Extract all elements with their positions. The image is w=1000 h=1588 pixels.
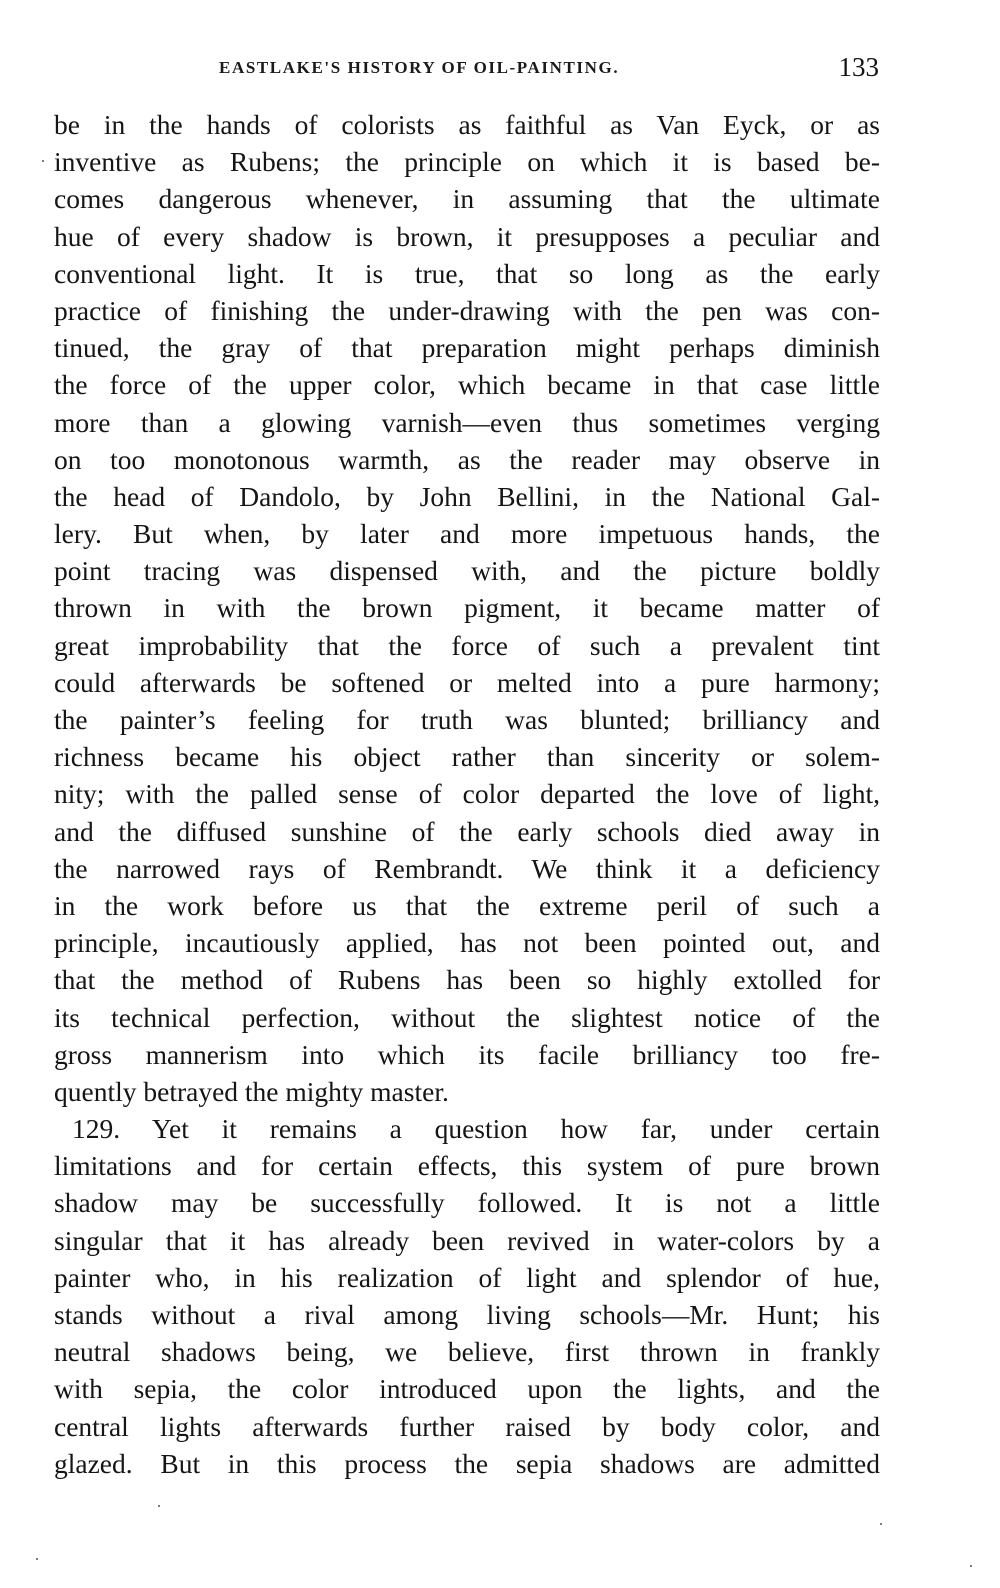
- text-line: neutral shadows being, we believe, first thrown in frankly: [54, 1336, 880, 1368]
- paragraph-129: [54, 1110, 880, 1482]
- text-line: be in the hands of colorists as faithful as Van Eyck, or as: [54, 109, 880, 140]
- text-line: practice of finishing the under-drawing with the pen was con-: [54, 294, 880, 326]
- scan-speck: [158, 1505, 160, 1507]
- text-line: the narrowed rays of Rembrandt. We think it a deficiency: [54, 852, 880, 884]
- text-line: point tracing was dispensed with, and the picture boldly: [54, 555, 880, 587]
- text-line: stands without a rival among living schools—Mr. Hunt; his: [54, 1299, 880, 1330]
- text-line: conventional light. It is true, that so long as the early: [54, 257, 880, 289]
- body-text: [54, 106, 880, 1482]
- text-line: in the work before us that the extreme peril of such a: [54, 889, 880, 921]
- text-line: inventive as Rubens; the principle on which it is based be-: [54, 146, 880, 178]
- text-line: quently betrayed the mighty master.: [54, 1075, 449, 1107]
- text-line: and the diffused sunshine of the early schools died away in: [54, 815, 880, 847]
- text-line: could afterwards be softened or melted into a pure harmony;: [54, 666, 880, 698]
- running-head: [219, 52, 879, 84]
- text-line: painter who, in his realization of light and splendor of hue,: [54, 1261, 880, 1293]
- text-line: gross mannerism into which its facile brilliancy too fre-: [54, 1038, 880, 1070]
- text-line: lery. But when, by later and more impetuous hands, the: [54, 518, 880, 550]
- text-line: central lights afterwards further raised by body color, and: [54, 1410, 880, 1442]
- running-title: EASTLAKE'S HISTORY OF OIL-PAINTING.: [219, 58, 620, 77]
- scan-speck: [970, 1565, 972, 1567]
- text-line: more than a glowing varnish—even thus sometimes verging: [54, 406, 880, 438]
- text-line: nity; with the palled sense of color departed the love of light,: [54, 778, 880, 810]
- text-line: with sepia, the color introduced upon the lights, and the: [54, 1373, 880, 1405]
- text-line: its technical perfection, without the slightest notice of the: [54, 1001, 880, 1033]
- paragraph-continued: [54, 106, 880, 1110]
- text-line: glazed. But in this process the sepia shadows are admitted: [54, 1447, 880, 1479]
- scan-speck: [36, 1558, 38, 1560]
- scan-speck: [880, 1523, 882, 1525]
- text-line: 129. Yet it remains a question how far, under certain: [72, 1113, 880, 1145]
- text-line: singular that it has already been revived in water-colors by a: [54, 1224, 880, 1256]
- text-line: tinued, the gray of that preparation might perhaps diminish: [54, 332, 880, 364]
- page-number: 133: [838, 52, 879, 82]
- text-line: richness became his object rather than sincerity or solem-: [54, 741, 880, 773]
- text-line: principle, incautiously applied, has not been pointed out, and: [54, 927, 880, 959]
- text-line: great improbability that the force of such a prevalent tint: [54, 629, 880, 661]
- scan-speck: [42, 160, 44, 162]
- text-line: comes dangerous whenever, in assuming that the ultimate: [54, 183, 880, 215]
- text-line: thrown in with the brown pigment, it became matter of: [54, 592, 880, 624]
- text-line: the painter’s feeling for truth was blunted; brilliancy and: [54, 704, 880, 735]
- text-line: shadow may be successfully followed. It is not a little: [54, 1187, 880, 1219]
- text-line: limitations and for certain effects, this system of pure brown: [54, 1150, 880, 1182]
- text-line: that the method of Rubens has been so highly extolled for: [54, 964, 880, 996]
- text-line: the head of Dandolo, by John Bellini, in the National Gal-: [54, 480, 880, 512]
- text-line: the force of the upper color, which became in that case little: [54, 369, 880, 401]
- text-line: on too monotonous warmth, as the reader may observe in: [54, 443, 880, 475]
- text-line: hue of every shadow is brown, it presupposes a peculiar and: [54, 220, 880, 252]
